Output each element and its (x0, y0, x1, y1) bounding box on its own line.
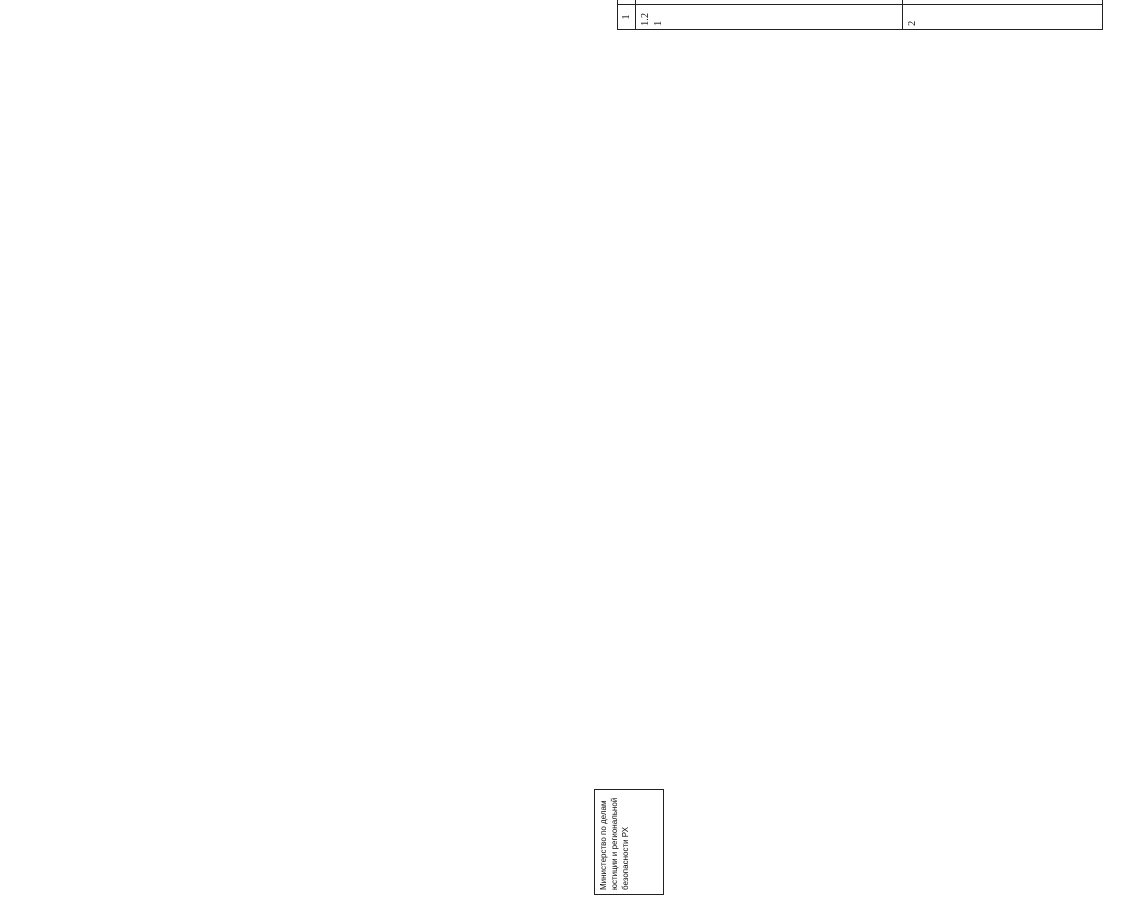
stamp-line: юстиции и региональной (610, 797, 619, 890)
table-row (903, 0, 1103, 30)
subprogram-name (903, 0, 1103, 5)
row-number: 1.21 (636, 5, 903, 30)
rotated-page-content (585, 0, 1125, 30)
column-number (618, 0, 636, 5)
column-numbers-row (618, 0, 636, 30)
stamp-line: безопасности РХ (621, 826, 630, 890)
page-number (601, 0, 617, 30)
stamp-line: Министерство по делам (599, 800, 608, 890)
ministry-stamp (594, 789, 664, 895)
row-number: 2 (903, 5, 1103, 30)
column-number: 1 (618, 5, 636, 30)
event-name (636, 0, 903, 5)
table-row (636, 0, 903, 30)
plan-table (617, 0, 1103, 30)
